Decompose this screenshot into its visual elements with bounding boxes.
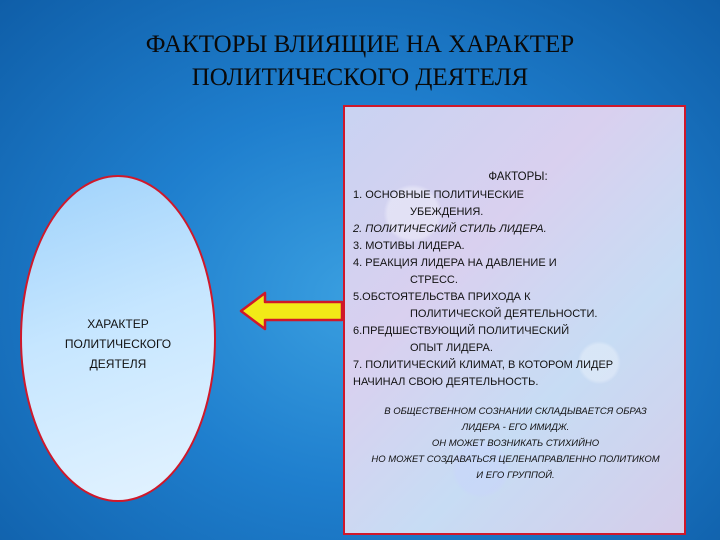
factors-panel xyxy=(343,105,686,535)
factor-line: 7. ПОЛИТИЧЕСКИЙ КЛИМАТ, В КОТОРОМ ЛИДЕР xyxy=(353,359,614,371)
note-line: НО МОЖЕТ СОЗДАВАТЬСЯ ЦЕЛЕНАПРАВЛЕННО ПОЛИТИКОМ xyxy=(371,454,660,465)
title-line-1: ФАКТОРЫ ВЛИЯЩИЕ НА ХАРАКТЕР xyxy=(145,31,575,58)
factor-line: 1. ОСНОВНЫЕ ПОЛИТИЧЕСКИЕ xyxy=(353,189,524,201)
image-note xyxy=(349,404,682,484)
factor-line: НАЧИНАЛ СВОЮ ДЕЯТЕЛЬНОСТЬ. xyxy=(353,376,539,388)
oval-line-3: ДЕЯТЕЛЯ xyxy=(89,356,147,371)
character-oval xyxy=(20,175,216,502)
factor-line: УБЕЖДЕНИЯ. xyxy=(410,206,484,218)
oval-line-2: ПОЛИТИЧЕСКОГО xyxy=(64,336,172,351)
factors-list xyxy=(353,169,683,391)
factor-line: 4. РЕАКЦИЯ ЛИДЕРА НА ДАВЛЕНИЕ И xyxy=(353,257,557,269)
note-line: ЛИДЕРА - ЕГО ИМИДЖ. xyxy=(461,422,570,433)
factor-line: ОПЫТ ЛИДЕРА. xyxy=(410,342,493,354)
factor-line: СТРЕСС. xyxy=(410,274,458,286)
factor-line: 3. МОТИВЫ ЛИДЕРА. xyxy=(353,240,465,252)
oval-line-1: ХАРАКТЕР xyxy=(87,316,149,331)
arrow-shape xyxy=(241,293,342,329)
factor-line: ПОЛИТИЧЕСКОЙ ДЕЯТЕЛЬНОСТИ. xyxy=(410,308,598,320)
note-line: В ОБЩЕСТВЕННОМ СОЗНАНИИ СКЛАДЫВАЕТСЯ ОБРАЗ xyxy=(384,406,647,417)
oval-label xyxy=(65,314,171,374)
slide-title xyxy=(0,28,720,94)
note-line: И ЕГО ГРУППОЙ. xyxy=(476,470,555,481)
factor-line: 5.ОБСТОЯТЕЛЬСТВА ПРИХОДА К xyxy=(353,291,531,303)
factor-line: 2. ПОЛИТИЧЕСКИЙ СТИЛЬ ЛИДЕРА. xyxy=(353,223,547,235)
note-line: ОН МОЖЕТ ВОЗНИКАТЬ СТИХИЙНО xyxy=(431,438,600,449)
factor-line: 6.ПРЕДШЕСТВУЮЩИЙ ПОЛИТИЧЕСКИЙ xyxy=(353,325,570,337)
left-arrow-icon xyxy=(239,291,345,331)
title-line-2: ПОЛИТИЧЕСКОГО ДЕЯТЕЛЯ xyxy=(191,64,529,91)
factors-heading: ФАКТОРЫ: xyxy=(488,171,548,183)
